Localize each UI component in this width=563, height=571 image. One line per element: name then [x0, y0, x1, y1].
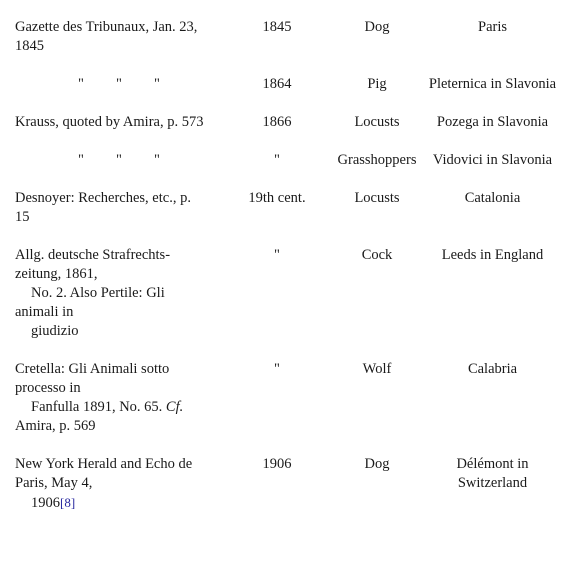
- source-line: Cretella: Gli Animali sotto: [15, 361, 170, 377]
- source-line: 1845: [15, 38, 44, 54]
- table-row: [15, 455, 560, 513]
- source-line: No. 2. Also Pertile: Gli: [31, 285, 165, 301]
- table-row: [15, 75, 560, 94]
- animal-cell: Dog: [364, 456, 390, 472]
- place-cell: Paris: [478, 19, 507, 35]
- source-line: animali in: [15, 304, 74, 320]
- footnote-link[interactable]: [8]: [60, 495, 76, 510]
- animal-cell: Locusts: [354, 190, 400, 206]
- animal-cell: Wolf: [362, 361, 392, 377]
- table-row: [15, 113, 560, 132]
- year-cell: 1864: [262, 76, 292, 92]
- table-row: [15, 189, 560, 227]
- source-cell: [15, 18, 220, 56]
- source-cell: [15, 360, 220, 436]
- table-row: [15, 246, 560, 341]
- year-cell: 1845: [262, 19, 292, 35]
- year-cell: 1866: [262, 114, 292, 130]
- ditto-mark: ": [154, 152, 160, 168]
- source-line: 15: [15, 209, 30, 225]
- table-row: [15, 151, 560, 170]
- animal-cell: Pig: [367, 76, 387, 92]
- ditto-mark: ": [116, 152, 122, 168]
- place-cell: Pleternica in Slavonia: [428, 76, 557, 92]
- source-cell: [15, 189, 220, 227]
- year-cell: ": [274, 152, 280, 168]
- ditto-marks: [15, 75, 220, 94]
- cf-abbreviation: Cf.: [165, 399, 184, 415]
- place-cell: Calabria: [467, 361, 518, 377]
- table-row: [15, 18, 560, 56]
- table-row: [15, 360, 560, 436]
- source-cell: [15, 113, 220, 132]
- source-line: processo in: [15, 380, 81, 396]
- animal-cell: Dog: [364, 19, 390, 35]
- year-cell: 19th cent.: [248, 190, 306, 206]
- source-line: Paris, May 4,: [15, 475, 93, 491]
- source-line: [15, 398, 220, 417]
- year-cell: ": [274, 361, 280, 377]
- ditto-mark: ": [116, 76, 122, 92]
- place-cell: Délémont in Switzerland: [456, 456, 529, 491]
- place-cell: Leeds in England: [441, 247, 544, 263]
- ditto-marks: [15, 151, 220, 170]
- year-cell: ": [274, 247, 280, 263]
- source-line: zeitung, 1861,: [15, 266, 98, 282]
- source-line: giudizio: [31, 323, 79, 339]
- records-table: [15, 18, 560, 532]
- source-line: Gazette des Tribunaux, Jan. 23,: [15, 19, 198, 35]
- ditto-mark: ": [78, 76, 84, 92]
- source-text: Fanfulla 1891, No. 65.: [31, 399, 163, 415]
- animal-cell: Grasshoppers: [337, 152, 417, 168]
- source-line: New York Herald and Echo de: [15, 456, 193, 472]
- source-cell: [15, 246, 220, 341]
- place-cell: Catalonia: [464, 190, 521, 206]
- source-line: Allg. deutsche Strafrechts-: [15, 247, 171, 263]
- source-line: [15, 493, 220, 513]
- source-cell: [15, 75, 220, 94]
- source-cell: [15, 455, 220, 513]
- ditto-mark: ": [78, 152, 84, 168]
- ditto-mark: ": [154, 76, 160, 92]
- year-cell: 1906: [262, 456, 292, 472]
- place-cell: Pozega in Slavonia: [436, 114, 549, 130]
- source-text: 1906: [31, 495, 60, 511]
- source-line: Desnoyer: Recherches, etc., p.: [15, 190, 191, 206]
- animal-cell: Cock: [361, 247, 393, 263]
- source-line: Krauss, quoted by Amira, p. 573: [15, 114, 204, 130]
- animal-cell: Locusts: [354, 114, 400, 130]
- place-cell: Vidovici in Slavonia: [432, 152, 553, 168]
- source-cell: [15, 151, 220, 170]
- source-line: Amira, p. 569: [15, 418, 96, 434]
